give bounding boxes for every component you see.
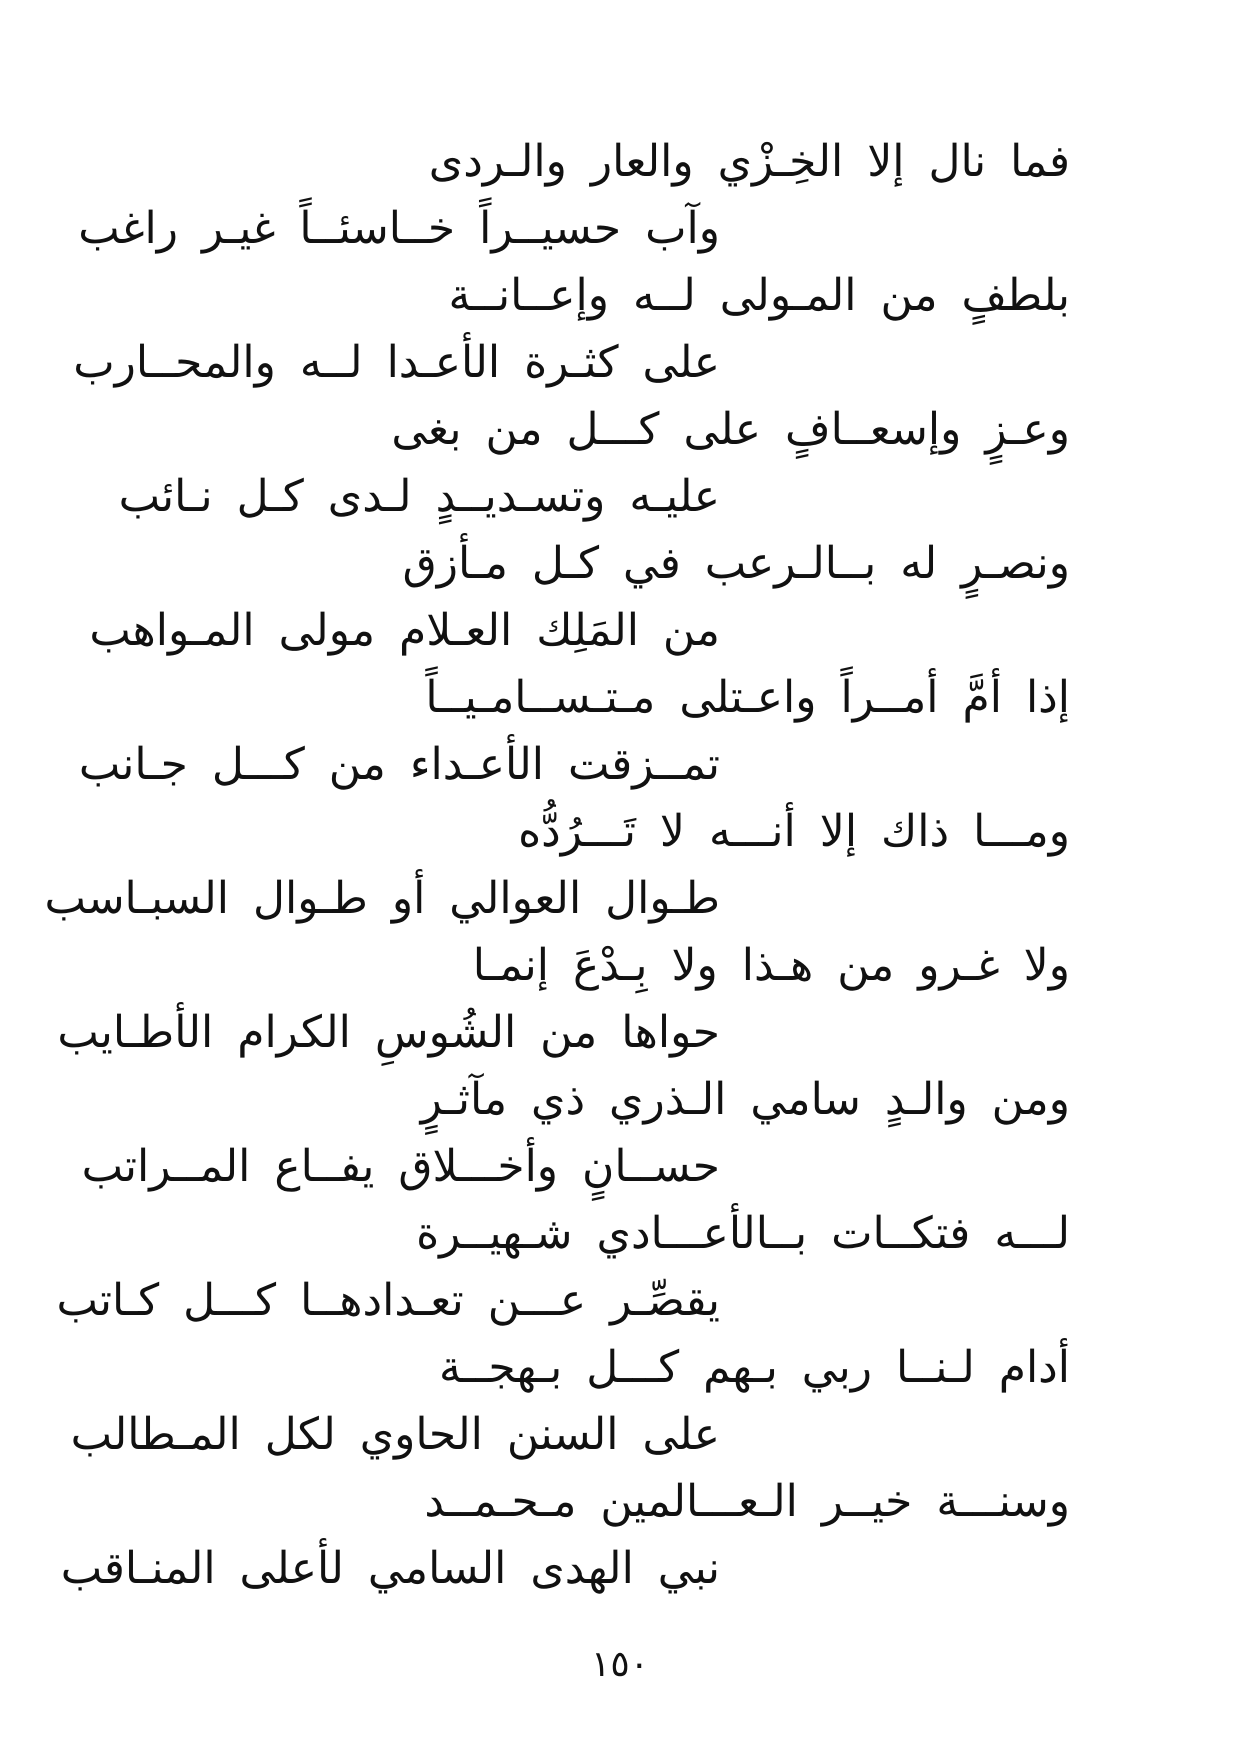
poem-line: لـــه فتكــات بــالأعـــادي شـهيــرة xyxy=(416,1208,1070,1259)
poem-line: طـوال العوالي أو طـوال السبـاسب xyxy=(44,873,720,924)
poem-line: عليـه وتسـديــدٍ لـدى كـل نـائب xyxy=(118,471,720,522)
poem-line: وعـزٍ وإسعــافٍ على كـــل من بغى xyxy=(391,404,1070,455)
poem-line: بلطفٍ من المـولى لــه وإعــانــة xyxy=(448,270,1070,321)
poem-line: نبي الهدى السامي لأعلى المنـاقب xyxy=(60,1543,720,1594)
poem-line: إذا أمَّ أمــراً واعـتلى مـتـســامـيــاً xyxy=(425,672,1070,723)
poem-line: تمــزقت الأعـداء من كـــل جـانب xyxy=(78,739,720,790)
poem-line: وسنـــة خيــر الـعـــالمين مـحـمــد xyxy=(424,1476,1070,1527)
poem-line: ومـــا ذاك إلا أنـــه لا تَـــرُدُّه xyxy=(518,806,1070,857)
poem-line: على كثـرة الأعـدا لــه والمحــارب xyxy=(73,337,720,388)
poem-line: حواها من الشُوسِ الكرام الأطـايب xyxy=(57,1007,720,1058)
poem-line: ولا غـرو من هـذا ولا بِـدْعَ إنمـا xyxy=(472,940,1070,991)
poem-line: ومن والـدٍ سامي الـذري ذي مآثـرٍ xyxy=(420,1074,1070,1125)
page-number: ١٥٠ xyxy=(590,1644,649,1685)
poem-line: يقصِّـر عـــن تعـدادهــا كـــل كـاتب xyxy=(56,1275,720,1326)
poem-line: على السنن الحاوي لكل المـطالب xyxy=(70,1409,720,1460)
poem-line: فما نال إلا الخِـزْي والعار والـردى xyxy=(428,136,1070,187)
poem-line: ونصـرٍ له بــالـرعب في كـل مـأزق xyxy=(402,538,1070,589)
poem-line: من المَلِك العـلام مولى المـواهب xyxy=(89,605,720,656)
poem-line: حســانٍ وأخـــلاق يفــاع المــراتب xyxy=(81,1141,720,1192)
poem xyxy=(0,128,1240,1602)
poem-line: أدام لـنــا ربي بـهم كـــل بـهجــة xyxy=(439,1342,1070,1393)
poem-line: وآب حسيــراً خــاسئــاً غيـر راغب xyxy=(78,203,720,254)
